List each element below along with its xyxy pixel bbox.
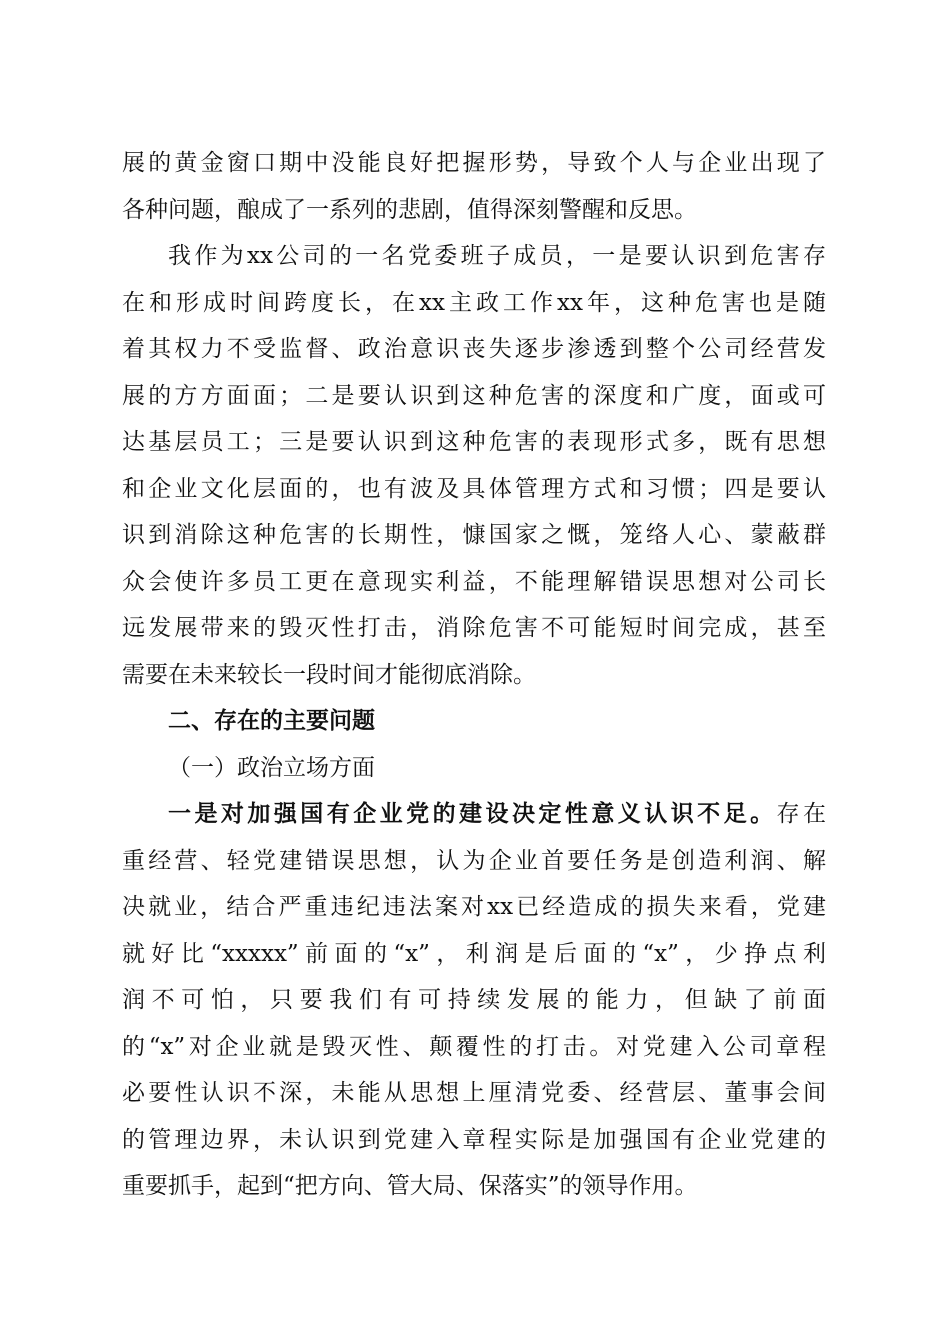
text-line: 就好比“xxxxx”前面的“x”，利润是后面的“x”，少挣点利 — [122, 940, 826, 967]
text-line: 识到消除这种危害的长期性，慷国家之慨，笼络人心、蒙蔽群 — [122, 522, 826, 548]
paragraph-continuation — [122, 140, 826, 233]
text-line — [122, 791, 826, 838]
text-line: 决就业，结合严重违纪违法案对xx已经造成的损失来看，党建 — [122, 894, 826, 920]
text-line: 的管理边界，未认识到党建入章程实际是加强国有企业党建的 — [122, 1126, 826, 1153]
text-line: 必要性认识不深，未能从思想上厘清党委、经营层、董事会间 — [122, 1080, 826, 1106]
text-line: 远发展带来的毁灭性打击，消除危害不可能短时间完成，甚至 — [122, 615, 826, 641]
text-line: 重经营、轻党建错误思想，认为企业首要任务是创造利润、解 — [122, 847, 826, 874]
text-line: 需要在未来较长一段时间才能彻底消除。 — [122, 661, 536, 688]
section-heading: 二、存在的主要问题 — [168, 708, 375, 734]
paragraph-political-stance — [122, 791, 826, 1210]
text-line: 润不可怕，只要我们有可持续发展的能力，但缺了前面 — [122, 987, 826, 1013]
bold-lead-sentence: 一是对加强国有企业党的建设决定性意义认识不足。 — [168, 800, 777, 827]
text-line: 展的方方面面；二是要认识到这种危害的深度和广度，面或可 — [122, 382, 826, 409]
text-line: 达基层员工；三是要认识到这种危害的表现形式多，既有思想 — [122, 429, 826, 455]
text-line: 的“x”对企业就是毁灭性、颠覆性的打击。对党建入公司章程 — [122, 1033, 826, 1060]
text-line: 展的黄金窗口期中没能良好把握形势，导致个人与企业出现了 — [122, 150, 826, 176]
text-line: 和企业文化层面的，也有波及具体管理方式和习惯；四是要认 — [122, 475, 826, 502]
text-line: 我作为xx公司的一名党委班子成员，一是要认识到危害存 — [168, 243, 826, 269]
text-line: 众会使许多员工更在意现实利益，不能理解错误思想对公司长 — [122, 568, 826, 595]
text-line: 重要抓手，起到“把方向、管大局、保落实”的领导作用。 — [122, 1173, 698, 1199]
text-line: 着其权力不受监督、政治意识丧失逐步渗透到整个公司经营发 — [122, 336, 826, 362]
document-body — [122, 140, 826, 1210]
text-span: 存在 — [776, 801, 827, 827]
subsection-heading: （一）政治立场方面 — [168, 754, 375, 781]
paragraph-responsibility — [122, 233, 826, 698]
text-line: 各种问题，酿成了一系列的悲剧，值得深刻警醒和反思。 — [122, 196, 697, 223]
text-line: 在和形成时间跨度长，在xx主政工作xx年，这种危害也是随 — [122, 289, 826, 316]
